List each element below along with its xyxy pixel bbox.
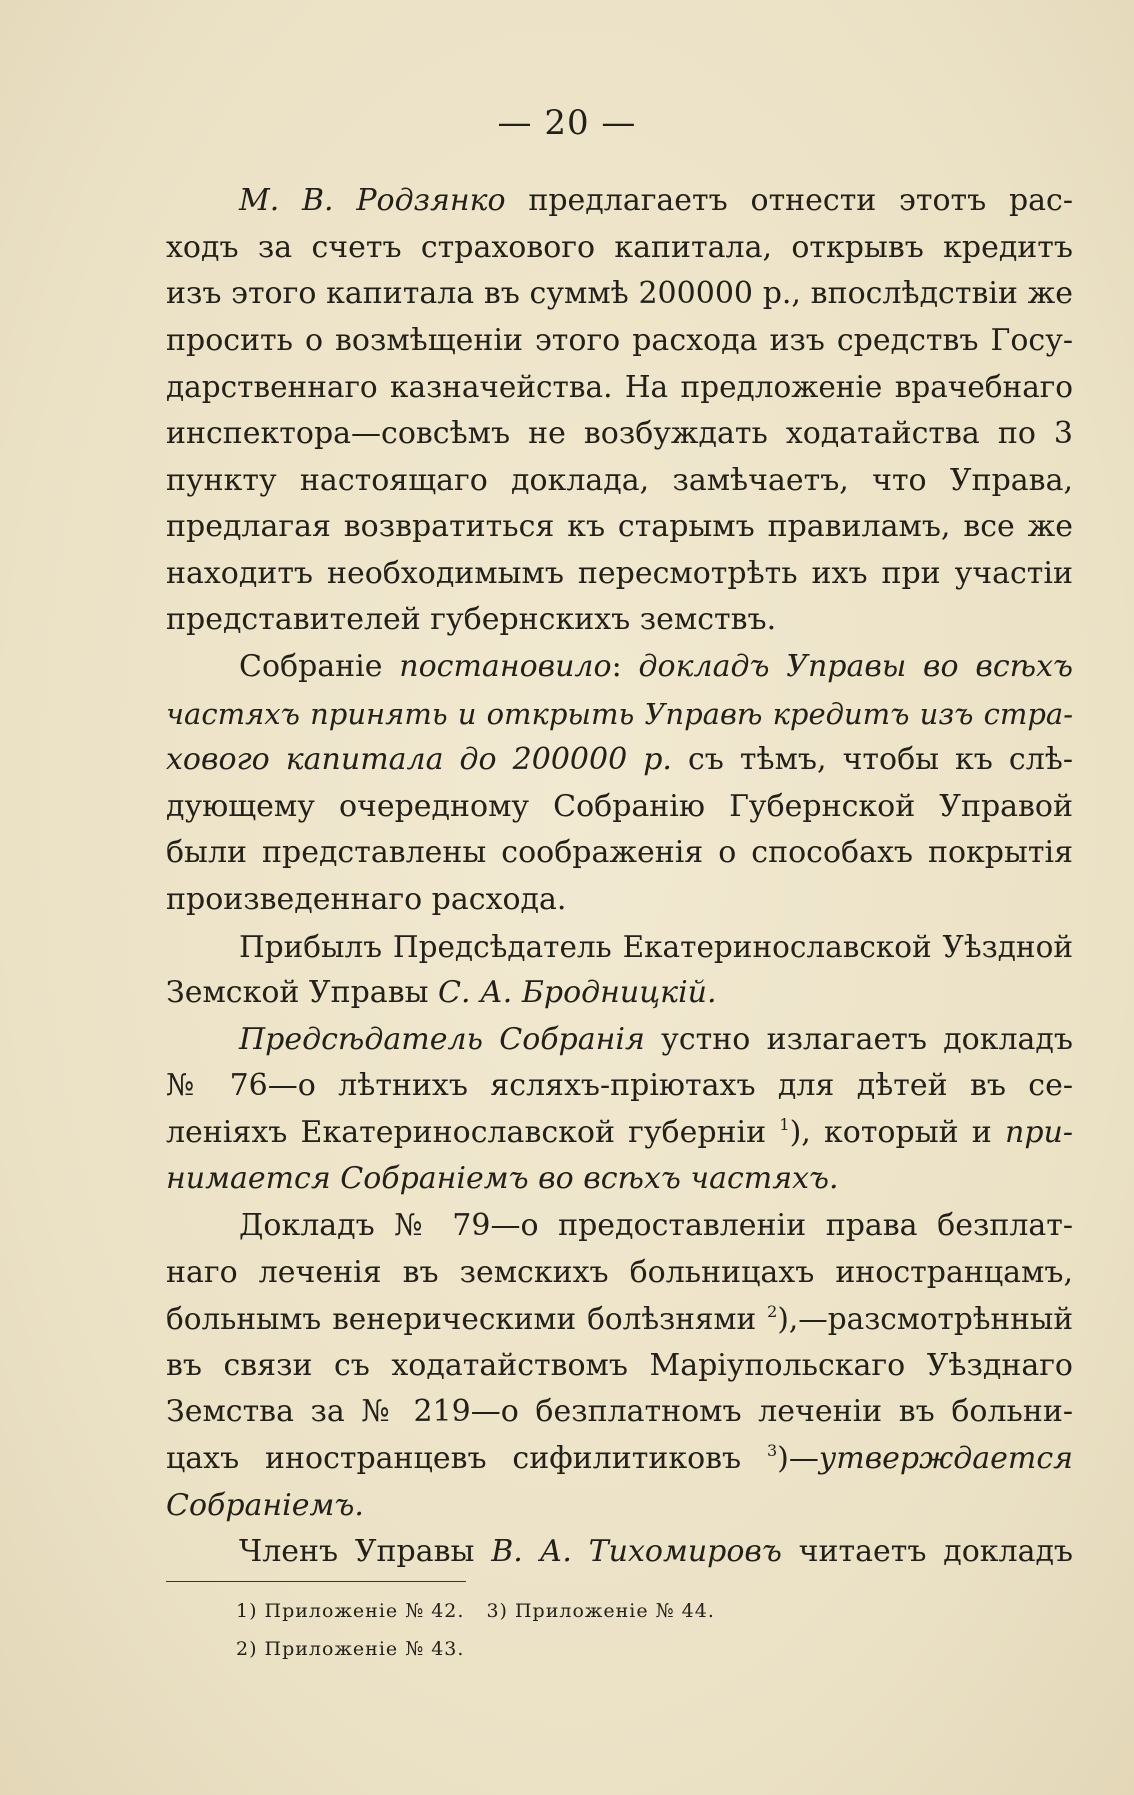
text-segment: предлагаетъ отнести этотъ рас- — [505, 183, 1073, 218]
text-segment: В. А. Тихомировъ — [491, 1534, 782, 1570]
footnote-2: 2) Приложеніе № 43. — [236, 1638, 465, 1660]
text-line — [166, 458, 1073, 505]
footnote-1: 1) Приложеніе № 42. — [236, 1600, 465, 1622]
footnotes — [236, 1592, 715, 1668]
text-segment: С. А. Бродницкій. — [438, 975, 717, 1011]
text-line — [166, 784, 1073, 831]
text-line — [166, 1156, 1073, 1203]
body-text — [166, 178, 1073, 1576]
text-segment: инспектора—совсѣмъ не возбуждать ходатайства по 3 — [166, 415, 1073, 451]
text-segment: произведеннаго расхода. — [166, 881, 567, 917]
text-segment: постановило — [399, 648, 612, 684]
page-number: — 20 — — [497, 103, 637, 143]
text-segment: хового капитала до 200000 р. — [166, 742, 672, 778]
text-segment: находитъ необходимымъ пересмотрѣть ихъ при участіи — [166, 555, 1073, 591]
text-segment: читаетъ докладъ — [781, 1534, 1074, 1570]
text-line — [166, 225, 1073, 272]
text-line — [166, 318, 1073, 365]
footnote-divider — [166, 1581, 466, 1582]
text-segment: Собраніе — [239, 648, 400, 684]
text-line — [166, 970, 1073, 1017]
text-line — [166, 737, 1073, 784]
text-line — [166, 551, 1073, 598]
footnote-line — [236, 1592, 715, 1630]
text-line — [166, 1529, 1073, 1576]
text-segment: Прибылъ Предсѣдатель Екатеринославской Уѣздной — [239, 929, 1073, 964]
text-segment: Предсѣдатель Собранія — [239, 1021, 645, 1057]
text-line — [166, 411, 1073, 458]
text-segment: Земства за № 219—о безплатномъ леченіи въ больни- — [166, 1394, 1073, 1430]
text-line — [166, 1110, 1073, 1157]
text-line — [166, 1250, 1073, 1297]
text-segment: больнымъ венерическими болѣзнями — [166, 1302, 768, 1337]
text-segment: наго леченія въ земскихъ больницахъ иностранцамъ, — [166, 1254, 1073, 1290]
text-segment: изъ этого капитала въ суммѣ 200000 р., впослѣдствіи же — [166, 276, 1073, 312]
text-segment: представителей губернскихъ земствъ. — [166, 602, 777, 638]
text-segment: )— — [777, 1441, 819, 1477]
text-segment: въ связи съ ходатайствомъ Маріупольскаго Уѣзднаго — [166, 1347, 1073, 1383]
text-line — [166, 271, 1073, 318]
text-segment: частяхъ принять и открыть Управѣ кредитъ изъ стра- — [166, 696, 1073, 731]
text-line — [166, 1063, 1073, 1110]
footnote-3: 3) Приложеніе № 44. — [486, 1600, 715, 1622]
text-line — [166, 364, 1073, 411]
text-segment: нимается Собраніемъ во всѣхъ частяхъ. — [166, 1161, 839, 1197]
text-segment: леніяхъ Екатеринославской губерніи — [166, 1114, 780, 1150]
text-segment: предлагая возвратиться къ старымъ правиламъ, все же — [166, 509, 1073, 545]
text-segment: Членъ Управы — [239, 1534, 492, 1570]
text-line — [166, 877, 1073, 924]
text-line — [166, 178, 1073, 225]
text-line — [166, 924, 1073, 971]
text-segment: съ тѣмъ, чтобы къ слѣ- — [671, 742, 1073, 778]
text-line — [166, 1483, 1073, 1530]
text-segment: ходъ за счетъ страхового капитала, открывъ кредитъ — [166, 229, 1073, 265]
text-segment: Докладъ № 79—о предоставленіи права безплат- — [239, 1208, 1073, 1244]
text-segment: дарственнаго казначейства. На предложеніе врачебнаго — [166, 370, 1073, 405]
footnote-marker: 2 — [767, 1302, 778, 1322]
text-line — [166, 830, 1073, 877]
text-line — [166, 1436, 1073, 1483]
text-segment: № 76—о лѣтнихъ ясляхъ-пріютахъ для дѣтей въ се- — [166, 1068, 1073, 1104]
text-segment: ), который и — [789, 1114, 1006, 1150]
text-segment: дующему очередному Собранію Губернской Управой — [166, 788, 1073, 824]
text-line — [166, 644, 1073, 691]
text-line — [166, 1203, 1073, 1250]
text-segment: пункту настоящаго доклада, замѣчаетъ, что Управа, — [166, 462, 1073, 498]
text-segment: Собраніемъ. — [166, 1487, 364, 1523]
text-segment: просить о возмѣщеніи этого расхода изъ средствъ Госу- — [166, 322, 1073, 358]
text-segment: докладъ Управы во всѣхъ — [638, 648, 1073, 684]
text-segment: М. В. Родзянко — [239, 183, 506, 218]
text-segment: устно излагаетъ докладъ — [644, 1021, 1073, 1057]
text-line — [166, 1389, 1073, 1436]
text-segment: были представлены соображенія о способахъ покрытія — [166, 835, 1073, 871]
text-segment: при- — [1005, 1114, 1073, 1150]
text-line — [166, 504, 1073, 551]
footnote-line — [236, 1630, 715, 1668]
text-segment: утверждается — [818, 1441, 1073, 1477]
footnote-marker: 1 — [779, 1114, 790, 1134]
text-line — [166, 1296, 1073, 1343]
text-segment: цахъ иностранцевъ сифилитиковъ — [166, 1441, 767, 1477]
text-line — [166, 1017, 1073, 1064]
text-segment: ),—разсмотрѣнный — [777, 1302, 1073, 1337]
text-segment: : — [611, 648, 639, 684]
text-line — [166, 597, 1073, 644]
text-segment: Земской Управы — [166, 975, 438, 1011]
text-line — [166, 691, 1073, 738]
footnote-marker: 3 — [766, 1441, 778, 1461]
text-line — [166, 1343, 1073, 1390]
